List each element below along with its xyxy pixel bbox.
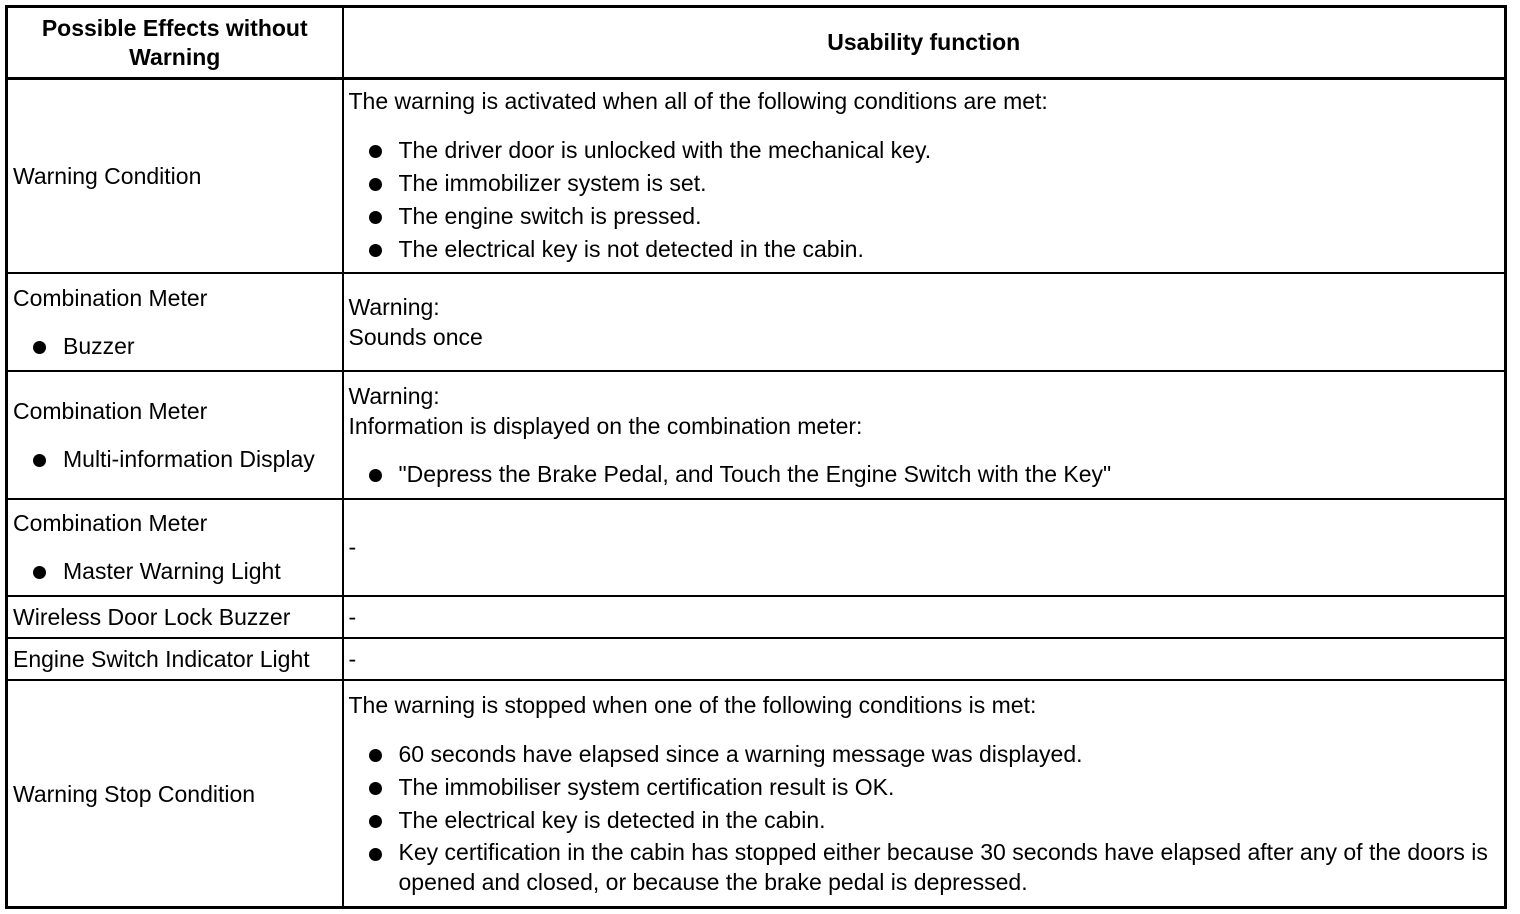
- list-item: The electrical key is detected in the cabin.: [369, 804, 1500, 837]
- bullet-dot-icon: [369, 782, 382, 795]
- effect-sub-list: [13, 331, 337, 361]
- header-possible-effects: Possible Effects without Warning: [7, 7, 343, 79]
- list-item: The immobilizer system is set.: [369, 167, 1500, 200]
- usability-cell: [343, 596, 1506, 638]
- table-row-engine-switch-indicator: [7, 638, 1506, 680]
- bullet-dot-icon: [369, 749, 382, 762]
- list-item: The immobiliser system certification result is OK.: [369, 771, 1500, 804]
- table-header-row: [7, 7, 1506, 79]
- usability-dash: -: [348, 604, 357, 631]
- list-item: "Depress the Brake Pedal, and Touch the Engine Switch with the Key": [369, 459, 1500, 489]
- effect-cell: [7, 79, 343, 274]
- list-item: Multi-information Display: [33, 444, 337, 474]
- usability-cell: [343, 499, 1506, 596]
- list-item: The driver door is unlocked with the mechanical key.: [369, 134, 1500, 167]
- bullet-dot-icon: [369, 178, 382, 191]
- condition-list: [349, 134, 1500, 266]
- bullet-dot-icon: [369, 815, 382, 828]
- table-row-warning-stop-condition: [7, 680, 1506, 907]
- effect-title: Wireless Door Lock Buzzer: [13, 604, 291, 631]
- list-item: The engine switch is pressed.: [369, 200, 1500, 233]
- effect-cell: [7, 371, 343, 499]
- effect-cell: [7, 499, 343, 596]
- table-row-buzzer: [7, 273, 1506, 370]
- usability-cell: [343, 371, 1506, 499]
- bullet-dot-icon: [369, 145, 382, 158]
- effect-cell: [7, 680, 343, 907]
- bullet-dot-icon: [33, 454, 46, 467]
- bullet-dot-icon: [369, 244, 382, 257]
- message-list: [349, 459, 1500, 489]
- bullet-dot-icon: [369, 211, 382, 224]
- bullet-dot-icon: [369, 848, 382, 861]
- list-item: 60 seconds have elapsed since a warning message was displayed.: [369, 738, 1500, 771]
- bullet-dot-icon: [33, 566, 46, 579]
- warning-spec-table: [5, 5, 1507, 909]
- effect-sub-list: [13, 444, 337, 474]
- usability-dash: -: [348, 534, 357, 561]
- effect-title: Combination Meter: [13, 397, 208, 424]
- table-row-master-warning-light: [7, 499, 1506, 596]
- usability-line: Information is displayed on the combination meter:: [348, 412, 863, 439]
- list-item: Master Warning Light: [33, 556, 337, 586]
- header-usability-function: Usability function: [343, 7, 1506, 79]
- table-row-wireless-door-lock-buzzer: [7, 596, 1506, 638]
- list-item: Key certification in the cabin has stopped either because 30 seconds have elapsed after any of the doors is opened and closed, or because the brake pedal is depressed.: [369, 837, 1500, 897]
- list-item: Buzzer: [33, 331, 337, 361]
- effect-sub-list: [13, 556, 337, 586]
- list-item: The electrical key is not detected in the cabin.: [369, 233, 1500, 266]
- table-row-multi-info-display: [7, 371, 1506, 499]
- usability-cell: [343, 273, 1506, 370]
- effect-cell: [7, 596, 343, 638]
- bullet-dot-icon: [369, 469, 382, 482]
- effect-title: Warning Condition: [13, 163, 202, 190]
- usability-cell: [343, 638, 1506, 680]
- usability-cell: [343, 680, 1506, 907]
- condition-intro: The warning is activated when all of the following conditions are met:: [348, 88, 1048, 115]
- condition-intro: The warning is stopped when one of the following conditions is met:: [348, 692, 1037, 719]
- table-row-warning-condition: [7, 79, 1506, 274]
- usability-line: Warning:: [348, 382, 440, 409]
- condition-list: [349, 738, 1500, 897]
- usability-line: Sounds once: [348, 324, 483, 351]
- effect-title: Combination Meter: [13, 510, 208, 537]
- effect-title: Warning Stop Condition: [13, 780, 256, 807]
- usability-cell: [343, 79, 1506, 274]
- effect-cell: [7, 638, 343, 680]
- effect-title: Engine Switch Indicator Light: [13, 646, 310, 673]
- effect-cell: [7, 273, 343, 370]
- usability-dash: -: [348, 646, 357, 673]
- effect-title: Combination Meter: [13, 285, 208, 312]
- usability-line: Warning:: [348, 294, 440, 321]
- bullet-dot-icon: [33, 341, 46, 354]
